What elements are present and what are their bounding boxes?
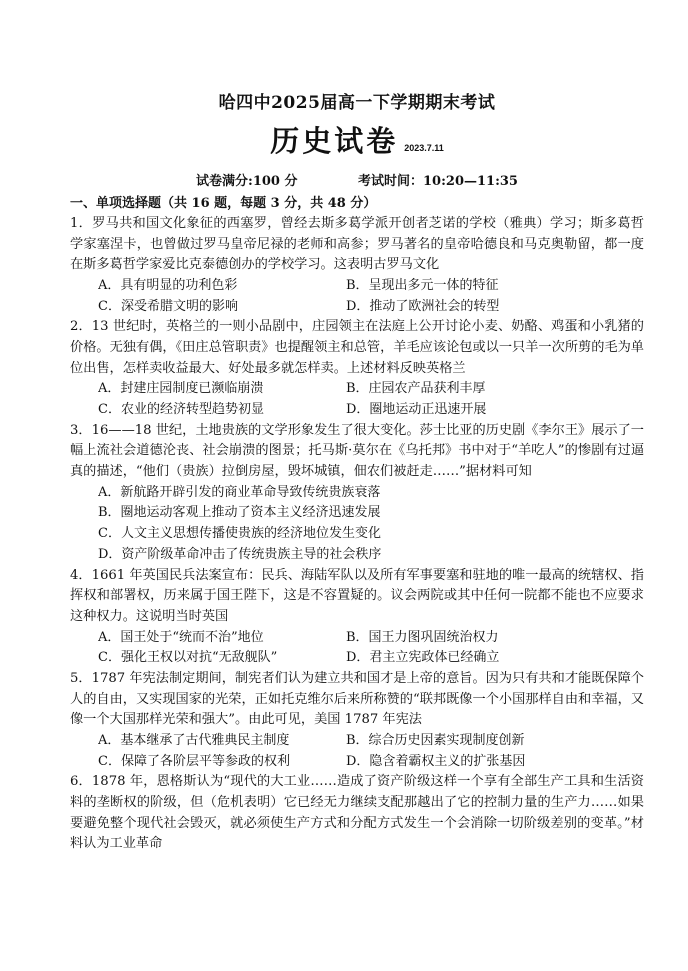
option-d: D．推动了欧洲社会的转型: [346, 298, 500, 314]
option-list: [70, 628, 644, 670]
question-stem: 2．13 世纪时，英格兰的一则小品剧中，庄园领主在法庭上公开讨论小麦、奶酪、鸡蛋和小乳猪的价格。无独有偶，《田庄总管职责》也提醒领主和总管，羊毛应该论包或以一只羊一次所剪的毛为单位出售，怎样卖收益最大、好处最多就怎样卖。上述材料反映英格兰: [70, 319, 644, 376]
question-stem: 1．罗马共和国文化象征的西塞罗，曾经去斯多葛学派开创者芝诺的学校（雅典）学习；斯多葛哲学家塞涅卡，也曾做过罗马皇帝尼禄的老师和高参；罗马著名的皇帝哈德良和马克奥勒留，都一度在斯多葛哲学家爱比克泰德创办的学校学习。这表明古罗马文化: [70, 216, 644, 273]
exam-meta: [70, 170, 644, 189]
subject-title: 历史试卷: [270, 124, 399, 158]
question-stem: 5．1787 年宪法制定期间，制宪者们认为建立共和国才是上帝的意旨。因为只有共和才能既保障个人的自由，又实现国家的光荣，正如托克维尔后来所称赞的“联邦既像一个小国那样自由和幸福，又像一个大国那样光荣和强大”。由此可见，美国 1787 年宪法: [70, 671, 644, 728]
option-b: B．综合历史因素实现制度创新: [346, 732, 525, 748]
question-4: [70, 566, 644, 669]
question-6: [70, 772, 644, 854]
question-1: [70, 214, 644, 317]
question-stem: 3．16——18 世纪，土地贵族的文学形象发生了很大变化。莎士比亚的历史剧《李尔王》展示了一幅上流社会道德沦丧、社会崩溃的图景；托马斯·莫尔在《乌托邦》书中对于“羊吃人”的惨剧有过逼真的描述，“他们（贵族）拉倒房屋，毁坏城镇，佃农们被赶走……”据材料可知: [70, 422, 644, 479]
question-stem: 4．1661 年英国民兵法案宣布：民兵、海陆军队以及所有军事要塞和驻地的唯一最高的统辖权、指挥权和部署权，历来属于国王陛下，这是不容置疑的。议会两院或其中任何一院都不能也不应要求这种权力。这说明当时英国: [70, 567, 644, 624]
option-b: B．呈现出多元一体的特征: [346, 277, 499, 293]
option-a: A．基本继承了古代雅典民主制度: [98, 732, 290, 748]
option-b: B．圈地运动客观上推动了资本主义经济迅速发展: [98, 505, 381, 521]
exam-date: 2023.7.11: [404, 143, 444, 153]
option-d: D．隐含着霸权主义的扩张基因: [346, 753, 526, 769]
option-b: B．国王力图巩固统治权力: [346, 629, 499, 645]
full-score: 试卷满分:100 分: [196, 174, 298, 189]
question-stem: 6．1878 年，恩格斯认为“现代的大工业……造成了资产阶级这样一个享有全部生产工具和生活资料的垄断权的阶级，但（危机表明）它已经无力继续支配那越出了它的控制力量的生产力……如果要避免整个现代社会毁灭，就必须使生产方式和分配方式发生一个会消除一切阶级差别的变革。”材料认为工业革命: [70, 774, 644, 852]
option-c: C．强化王权以对抗“无敌舰队”: [98, 650, 278, 666]
option-a: A．国王处于“统而不治”地位: [98, 629, 264, 645]
option-b: B．庄园农产品获利丰厚: [346, 381, 486, 397]
school-title: 哈四中2025届高一下学期期末考试: [218, 93, 496, 113]
option-d: D．资产阶级革命冲击了传统贵族主导的社会秩序: [98, 546, 382, 562]
option-list: [70, 483, 644, 566]
question-5: [70, 669, 644, 772]
option-list: [70, 276, 644, 318]
subject-line: [70, 119, 644, 160]
option-a: A．封建庄园制度已濒临崩溃: [98, 381, 264, 397]
option-a: A．具有明显的功利色彩: [98, 277, 238, 293]
question-2: [70, 317, 644, 420]
option-d: D．君主立宪政体已经确立: [346, 650, 500, 666]
option-c: C．保障了各阶层平等参政的权利: [98, 753, 290, 769]
option-c: C．人文主义思想传播使贵族的经济地位发生变化: [98, 526, 381, 542]
exam-time: 考试时间：10:20—11:35: [358, 174, 518, 189]
option-list: [70, 731, 644, 773]
question-3: [70, 421, 644, 566]
option-list: [70, 379, 644, 421]
option-c: C．深受希腊文明的影响: [98, 298, 238, 314]
option-d: D．圈地运动正迅速开展: [346, 401, 487, 417]
section-heading: 一、单项选择题（共 16 题，每题 3 分，共 48 分）: [70, 196, 377, 211]
option-c: C．农业的经济转型趋势初显: [98, 401, 264, 417]
option-a: A．新航路开辟引发的商业革命导致传统贵族衰落: [98, 484, 381, 500]
